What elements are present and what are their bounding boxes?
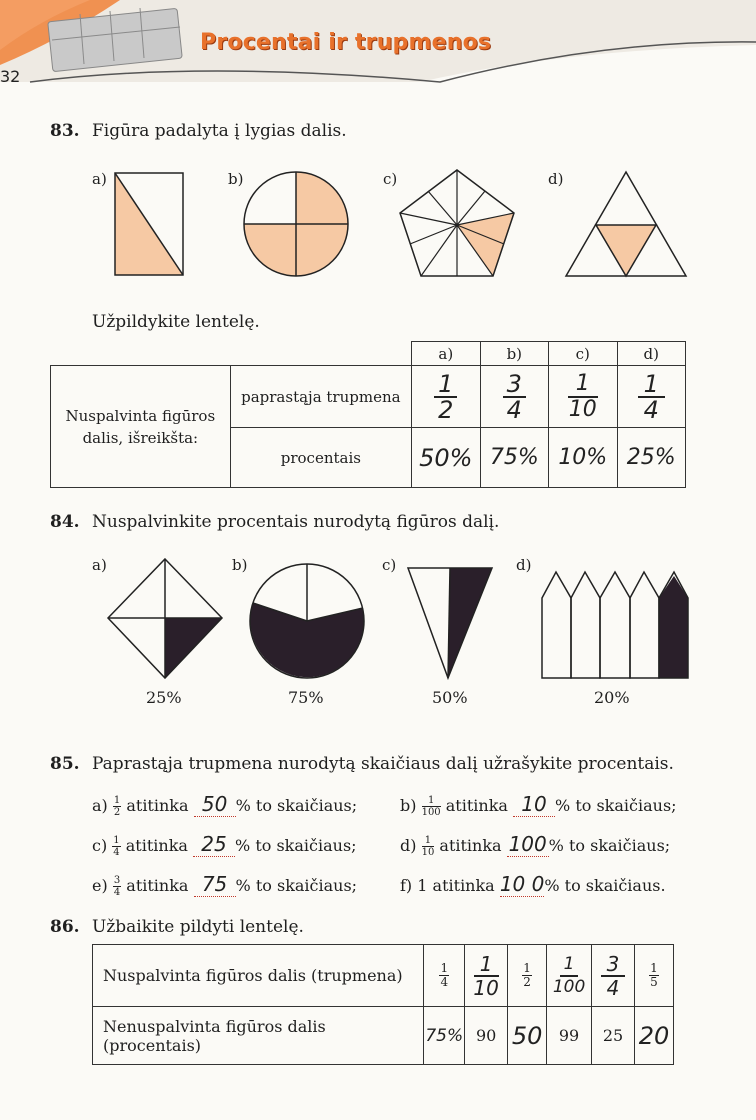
- ex83-fraction-a: 1 2: [412, 366, 481, 428]
- ex86-fraction-4: 1 100: [547, 945, 592, 1007]
- ex83-col-d: d): [617, 342, 686, 366]
- exercise-83-text: Figūra padalyta į lygias dalis.: [92, 121, 347, 141]
- ex85-item-b: b) $\frac{1}{100}$ atitinka 10 % to skaičiaus;: [400, 792, 677, 818]
- ex84-label-b: b): [232, 556, 248, 574]
- ex84-percent-c: 50%: [432, 688, 468, 707]
- ex85-item-c: c) $\frac{1}{4}$ atitinka 25 % to skaičiaus;: [92, 832, 357, 858]
- ex84-circle-figure: [246, 560, 368, 682]
- ex86-fraction-3: $\frac{1}{2}$: [508, 945, 547, 1007]
- ex86-fraction-1: $\frac{1}{4}$: [424, 945, 465, 1007]
- ex83-percent-c: 10%: [549, 428, 617, 488]
- ex86-percent-6: 20: [634, 1007, 673, 1065]
- ex86-percent-1: 75%: [424, 1007, 465, 1065]
- ex83-row-percent-label: procentais: [230, 428, 411, 488]
- ex83-pentagon-figure: [396, 166, 518, 282]
- ex84-percent-d: 20%: [594, 688, 630, 707]
- ex83-col-b: b): [480, 342, 548, 366]
- ex83-label-d: d): [548, 170, 564, 188]
- exercise-83-number: 83.: [50, 121, 80, 141]
- ex83-circle-figure: [240, 168, 352, 280]
- exercise-85-number: 85.: [50, 754, 80, 774]
- ex84-percent-a: 25%: [146, 688, 182, 707]
- fill-table-prompt: Užpildykite lentelę.: [92, 312, 260, 332]
- ex86-percent-3: 50: [508, 1007, 547, 1065]
- ex86-fraction-5: 3 4: [592, 945, 635, 1007]
- ex83-percent-d: 25%: [617, 428, 686, 488]
- ex86-fraction-2: 1 10: [465, 945, 508, 1007]
- ex84-rhombus-figure: [104, 556, 226, 682]
- ex83-fraction-d: 1 4: [617, 366, 686, 428]
- ex84-label-a: a): [92, 556, 107, 574]
- ex83-table: [50, 341, 686, 488]
- ex84-percent-b: 75%: [288, 688, 324, 707]
- ex83-rectangle-figure: [110, 168, 190, 280]
- ex83-col-a: a): [412, 342, 481, 366]
- ex85-item-a: a) $\frac{1}{2}$ atitinka 50 % to skaičiaus;: [92, 792, 358, 818]
- ex86-percent-4: 99: [547, 1007, 592, 1065]
- ex86-row-percent-label: Nenuspalvinta figūros dalis (procentais): [93, 1007, 424, 1065]
- ex83-fraction-c: 1 10: [549, 366, 617, 428]
- ex84-label-d: d): [516, 556, 532, 574]
- exercise-84-number: 84.: [50, 512, 80, 532]
- page-title: Procentai ir trupmenos: [200, 30, 492, 55]
- ex85-item-d: d) $\frac{1}{10}$ atitinka 100 % to skaičiaus;: [400, 832, 671, 858]
- ex83-label-a: a): [92, 170, 107, 188]
- ex85-item-f: f) 1 atitinka 10 0% to skaičiaus.: [400, 872, 666, 896]
- exercise-84-text: Nuspalvinkite procentais nurodytą figūros dalį.: [92, 512, 500, 532]
- ex83-fraction-b: 3 4: [480, 366, 548, 428]
- ex83-percent-b: 75%: [480, 428, 548, 488]
- ex84-triangle-figure: [404, 564, 496, 682]
- page-number: 32: [0, 67, 21, 86]
- ex83-percent-a: 50%: [412, 428, 481, 488]
- ex83-label-c: c): [383, 170, 398, 188]
- exercise-85-text: Paprastąja trupmena nurodytą skaičiaus dalį užrašykite procentais.: [92, 754, 674, 774]
- ex83-row-fraction-label: paprastąja trupmena: [230, 366, 411, 428]
- ex83-triangle-figure: [563, 168, 689, 280]
- ex83-col-c: c): [549, 342, 617, 366]
- exercise-86-text: Užbaikite pildyti lentelę.: [92, 917, 304, 937]
- ex83-row-group-label: Nuspalvinta figūros dalis, išreikšta:: [51, 366, 231, 488]
- exercise-86-number: 86.: [50, 917, 80, 937]
- ex86-fraction-6: $\frac{1}{5}$: [634, 945, 673, 1007]
- ex86-table: [92, 944, 674, 1065]
- ex83-label-b: b): [228, 170, 244, 188]
- ex86-percent-2: 90: [465, 1007, 508, 1065]
- ex86-percent-5: 25: [592, 1007, 635, 1065]
- ex84-fence-figure: [538, 558, 690, 682]
- ex86-row-fraction-label: Nuspalvinta figūros dalis (trupmena): [93, 945, 424, 1007]
- ex85-item-e: e) $\frac{3}{4}$ atitinka 75 % to skaičiaus;: [92, 872, 358, 898]
- ex84-label-c: c): [382, 556, 397, 574]
